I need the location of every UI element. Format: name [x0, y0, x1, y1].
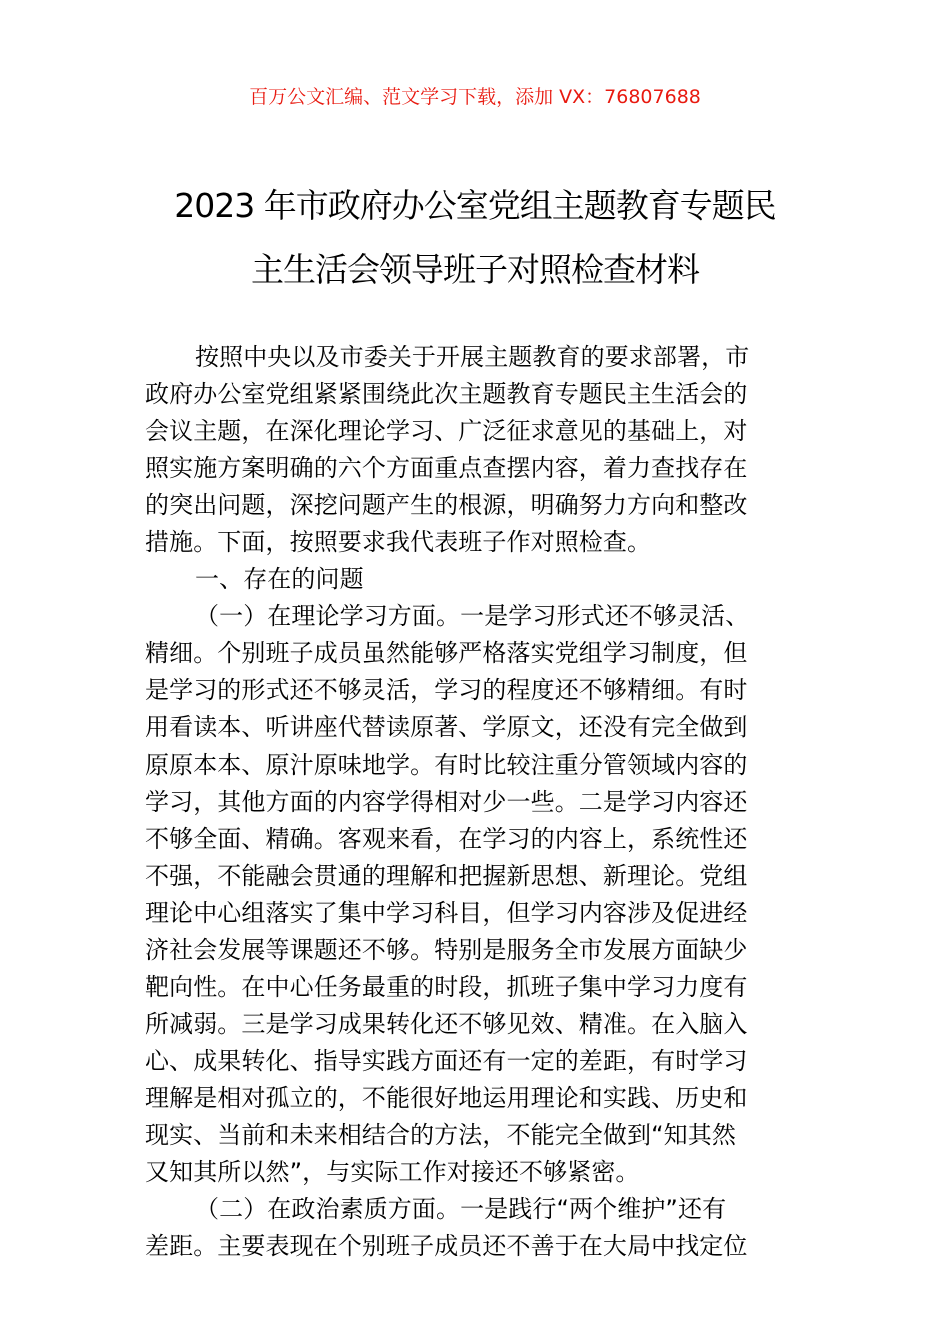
paragraph-line: 又知其所以然”，与实际工作对接还不够紧密。: [145, 1158, 640, 1187]
paragraph-line: 措施。下面，按照要求我代表班子作对照检查。: [145, 528, 652, 557]
paragraph-line: 理解是相对孤立的，不能很好地运用理论和实践、历史和: [145, 1083, 748, 1112]
paragraph-line: 心、成果转化、指导实践方面还有一定的差距，有时学习: [145, 1046, 748, 1075]
section-heading: 一、存在的问题: [195, 565, 364, 594]
paragraph-line: 不强，不能融会贯通的理解和把握新思想、新理论。党组: [145, 861, 748, 890]
document-title: [140, 174, 810, 302]
paragraph-line: 政府办公室党组紧紧围绕此次主题教育专题民主生活会的: [145, 380, 748, 409]
header-notice: 百万公文汇编、范文学习下载，添加 VX：76807688: [249, 86, 701, 108]
paragraph-line: 会议主题，在深化理论学习、广泛征求意见的基础上，对: [145, 417, 748, 446]
paragraph-line: 差距。主要表现在个别班子成员还不善于在大局中找定位: [145, 1232, 748, 1261]
paragraph-line: 学习，其他方面的内容学得相对少一些。二是学习内容还: [145, 787, 748, 816]
paragraph-line: （一）在理论学习方面。一是学习形式还不够灵活、: [195, 602, 750, 631]
paragraph-line: 精细。个别班子成员虽然能够严格落实党组学习制度，但: [145, 639, 748, 668]
title-line-2: 主生活会领导班子对照检查材料: [251, 250, 699, 289]
paragraph-line: 不够全面、精确。客观来看，在学习的内容上，系统性还: [145, 824, 748, 853]
paragraph-line: 原原本本、原汁原味地学。有时比较注重分管领域内容的: [145, 750, 748, 779]
document-body: [145, 339, 807, 1265]
paragraph-line: 所减弱。三是学习成果转化还不够见效、精准。在入脑入: [145, 1009, 748, 1038]
paragraph-line: 济社会发展等课题还不够。特别是服务全市发展方面缺少: [145, 935, 748, 964]
paragraph-line: 的突出问题，深挖问题产生的根源，明确努力方向和整改: [145, 491, 748, 520]
paragraph-line: 现实、当前和未来相结合的方法，不能完全做到“知其然: [145, 1120, 736, 1149]
paragraph-line: 用看读本、听讲座代替读原著、学原文，还没有完全做到: [145, 713, 748, 742]
paragraph-line: 是学习的形式还不够灵活，学习的程度还不够精细。有时: [145, 676, 748, 705]
paragraph-line: （二）在政治素质方面。一是践行“两个维护”还有: [195, 1195, 727, 1224]
paragraph-line: 理论中心组落实了集中学习科目，但学习内容涉及促进经: [145, 898, 748, 927]
paragraph-line: 靶向性。在中心任务最重的时段，抓班子集中学习力度有: [145, 972, 748, 1001]
paragraph-line: 按照中央以及市委关于开展主题教育的要求部署，市: [195, 343, 750, 371]
paragraph-line: 照实施方案明确的六个方面重点查摆内容，着力查找存在: [145, 454, 748, 483]
title-line-1: 2023 年市政府办公室党组主题教育专题民: [174, 186, 776, 225]
